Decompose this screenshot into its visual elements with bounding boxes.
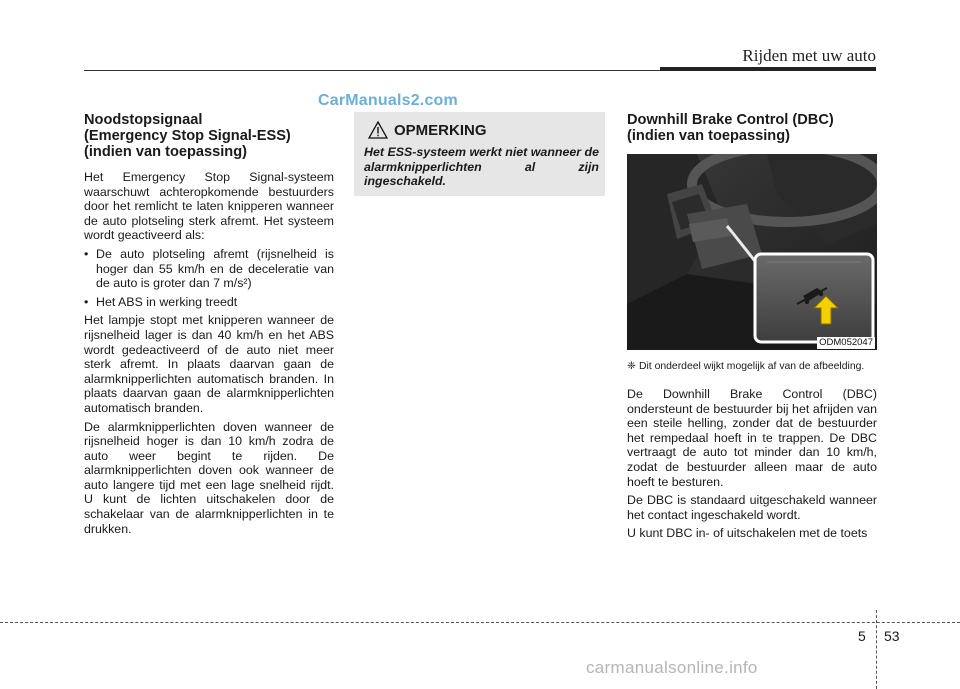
- dbc-switch-photo: [627, 154, 877, 350]
- list-item: [84, 247, 334, 291]
- ess-stop-paragraph: Het lampje stopt met knipperen wanneer de rijsnelheid lager is dan 40 km/h en het ABS wordt gedeactiveerd of de auto niet meer sterk afremt. In plaats daarvan gaan de alarmknipperlichten automatisch branden. In plaats daarvan gaan de alarmknipperlichten automatisch branden.: [84, 313, 334, 415]
- dbc-paragraph: De Downhill Brake Control (DBC) ondersteunt de bestuurder bij het afrijden van een steile helling, zonder dat de bestuurder het rempedaal hoeft in te trappen. De DBC vertraagt de auto tot minder dan 10 km/h, zodat de bestuurder alleen maar de auto hoeft te besturen.: [627, 387, 877, 489]
- left-column: [84, 112, 334, 540]
- page-divider: [876, 610, 877, 689]
- note-header: [368, 121, 487, 139]
- watermark-bottom[interactable]: carmanualsonline.info: [586, 658, 758, 677]
- bullet-mark: •: [84, 294, 89, 309]
- bullet-mark: •: [84, 246, 89, 261]
- dbc-paragraph: De DBC is standaard uitgeschakeld wanneer het contact ingeschakeld wordt.: [627, 493, 877, 522]
- page-number: 53: [884, 628, 900, 644]
- dashboard-illustration: [627, 154, 877, 350]
- ess-intro: Het Emergency Stop Signal-systeem waarschuwt achteropkomende bestuurders door het remlicht te laten knipperen wanneer de auto plotseling sterk afremt. Het systeem wordt geactiveerd als:: [84, 170, 334, 243]
- list-item-text: De auto plotseling afremt (rijsnelheid is hoger dan 55 km/h en de deceleratie van de auto is groter dan 7 m/s²): [96, 246, 334, 291]
- watermark-top[interactable]: CarManuals2.com: [318, 92, 458, 109]
- header-rule-thick: [660, 67, 876, 71]
- list-item: [84, 295, 334, 310]
- right-column: [627, 112, 877, 545]
- note-text: Het ESS-systeem werkt niet wanneer de alarmknipperlichten al zijn ingeschakeld.: [364, 145, 599, 189]
- dbc-heading: Downhill Brake Control (DBC) (indien van toepassing): [627, 112, 834, 144]
- note-title: OPMERKING: [394, 121, 487, 139]
- list-item-text: Het ABS in werking treedt: [96, 294, 238, 309]
- chapter-number: 5: [858, 628, 866, 644]
- footer-rule: [0, 622, 960, 623]
- ess-off-paragraph: De alarmknipperlichten doven wanneer de rijsnelheid hoger is dan 10 km/h zodra de auto weer begint te rijden. De alarmknipperlichten doven ook wanneer de auto langere tijd met een lage snelheid rijdt. U kunt de lichten uitschakelen door de schakelaar van de alarmknipperlichten in te drukken.: [84, 419, 334, 536]
- ess-conditions-list: [84, 247, 334, 309]
- ess-heading: Noodstopsignaal (Emergency Stop Signal-ESS) (indien van toepassing): [84, 112, 291, 160]
- note-box: [354, 112, 605, 196]
- image-footnote: [627, 360, 877, 373]
- warning-triangle-icon: [368, 121, 388, 139]
- section-title: Rijden met uw auto: [742, 46, 876, 65]
- image-code: ODM052047: [819, 337, 873, 348]
- dbc-paragraph: U kunt DBC in- of uitschakelen met de toets: [627, 526, 868, 541]
- header-rule: [84, 70, 664, 71]
- footnote-text: Dit onderdeel wijkt mogelijk af van de afbeelding.: [639, 361, 865, 372]
- footnote-mark: ❈: [627, 361, 636, 372]
